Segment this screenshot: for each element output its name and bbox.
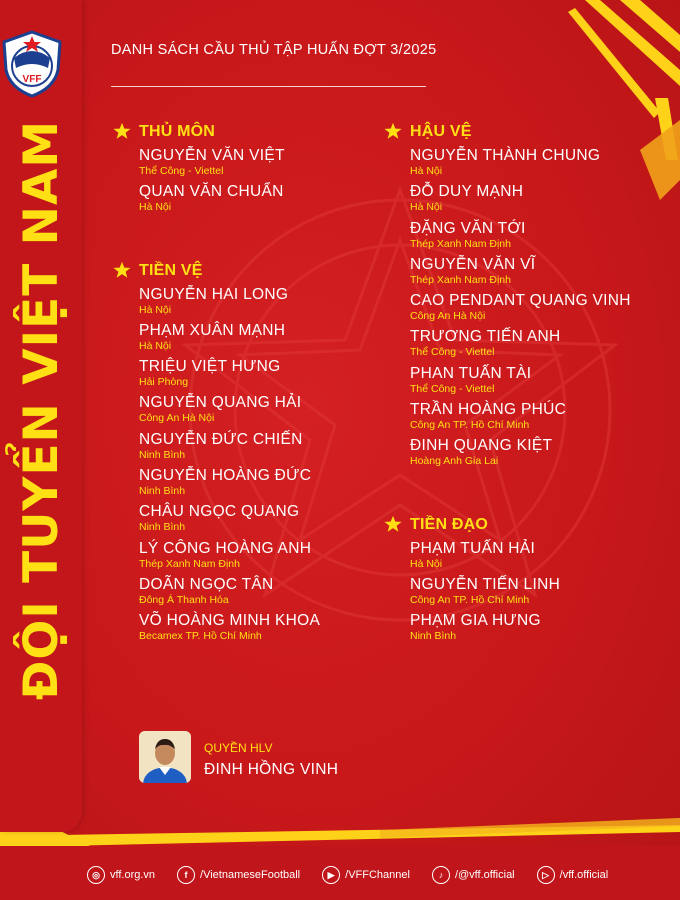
star-icon [384,122,402,140]
globe-icon: ◎ [87,866,105,884]
player-item [410,147,660,183]
player-club: Hà Nội [410,165,443,177]
position-heading [410,514,660,536]
player-name: NGUYỄN VĂN VĨ [410,255,536,273]
divider [111,86,426,87]
player-item [139,467,369,503]
social-link-text: /vff.official [559,869,609,881]
player-item [139,394,369,430]
coach-name: ĐINH HỒNG VINH [204,761,339,778]
position-group-goalkeepers [139,121,369,220]
social-link-text: /@vff.official [454,869,515,881]
tiktok-icon: ♪ [432,866,450,884]
player-club: Ninh Bình [139,448,186,461]
player-name: CHÂU NGỌC QUANG [139,503,300,521]
player-club: Ninh Bình [410,630,457,643]
position-heading [410,121,660,143]
player-item [139,286,369,322]
player-club: Thể Công - Viettel [410,382,495,395]
player-item [410,437,660,473]
player-name: QUAN VĂN CHUẨN [139,183,284,201]
player-name: VÕ HOÀNG MINH KHOA [139,612,321,630]
player-club: Thép Xanh Nam Định [139,557,240,570]
position-label: TIỀN ĐẠO [410,515,489,533]
facebook-icon: f [177,866,195,884]
position-label: THỦ MÔN [139,123,216,140]
player-club: Công An TP. Hồ Chí Minh [410,419,530,432]
social-link-website[interactable] [87,866,155,884]
social-footer [87,866,630,884]
play-icon: ▷ [537,866,555,884]
player-name: PHẠM TUẤN HẢI [410,539,536,557]
position-group-midfielders [139,260,369,649]
player-item [410,612,660,648]
player-name: CAO PENDANT QUANG VINH [410,292,631,310]
coach-portrait-icon [139,731,191,783]
player-club: Hà Nội [139,201,172,214]
player-item [410,576,660,612]
player-item [410,256,660,292]
player-name: NGUYỄN HOÀNG ĐỨC [139,467,312,485]
star-icon [113,261,131,279]
player-club: Hà Nội [410,557,443,570]
star-icon [384,515,402,533]
player-name: NGUYỄN HAI LONG [139,285,289,303]
player-item [139,183,369,219]
social-link-text: /VFFChannel [345,869,410,881]
player-item [139,576,369,612]
position-heading [139,121,369,143]
player-club: Hà Nội [410,201,443,214]
player-club: Thép Xanh Nam Định [410,237,511,250]
player-item [139,358,369,394]
player-club: Thể Công - Viettel [410,346,495,359]
player-item [139,612,369,648]
position-label: TIỀN VỆ [139,261,203,279]
position-group-forwards [410,514,660,649]
player-item [139,147,369,183]
player-name: TRẦN HOÀNG PHÚC [410,401,567,419]
player-club: Hà Nội [139,303,172,316]
social-link-text: /VietnameseFootball [200,869,301,881]
player-name: NGUYỄN TIẾN LINH [410,575,561,593]
player-name: NGUYỄN ĐỨC CHIẾN [139,430,303,448]
player-name: ĐẶNG VĂN TỚI [410,219,526,237]
position-heading [139,260,369,282]
player-item [410,328,660,364]
vff-logo [0,28,64,98]
player-club: Hải Phòng [139,376,189,389]
youtube-icon: ▶ [322,866,340,884]
player-club: Thể Công - Viettel [139,165,224,177]
social-link-text: vff.org.vn [110,869,156,881]
player-name: PHAN TUẤN TÀI [410,364,532,382]
social-link-tiktok[interactable] [432,866,515,884]
social-link-fptplay[interactable] [537,866,609,884]
player-name: TRIỆU VIỆT HƯNG [139,358,281,376]
svg-text:VFF: VFF [22,74,42,85]
player-club: Hoàng Anh Gia Lai [410,455,499,468]
side-panel [0,0,82,832]
player-name: ĐỖ DUY MẠNH [410,183,524,201]
team-title-vertical: ĐỘI TUYỂN VIỆT NAM [14,119,69,700]
star-icon [113,122,131,140]
player-name: PHẠM GIA HƯNG [410,612,541,630]
player-item [139,540,369,576]
player-club: Becamex TP. Hồ Chí Minh [139,630,262,643]
player-name: LÝ CÔNG HOÀNG ANH [139,539,312,557]
position-group-defenders [410,121,660,474]
player-club: Ninh Bình [139,485,186,498]
player-name: DOÃN NGỌC TÂN [139,575,274,593]
player-name: PHẠM XUÂN MẠNH [139,321,286,339]
right-column [410,121,660,649]
player-name: ĐINH QUANG KIỆT [410,437,553,455]
page-title: DANH SÁCH CẦU THỦ TẬP HUẤN ĐỢT 3/2025 [111,42,437,58]
player-item [139,431,369,467]
player-club: Ninh Bình [139,521,186,534]
player-item [410,540,660,576]
player-item [410,183,660,219]
left-column [139,121,369,649]
player-name: TRƯƠNG TIẾN ANH [410,328,561,346]
player-item [410,292,660,328]
player-club: Công An TP. Hồ Chí Minh [410,593,530,606]
player-club: Công An Hà Nội [139,412,215,425]
player-item [410,401,660,437]
player-name: NGUYỄN QUANG HẢI [139,394,302,412]
coach-role: QUYỀN HLV [204,741,273,755]
coach-photo [139,731,191,783]
player-item [139,503,369,539]
player-item [139,322,369,358]
player-name: NGUYỄN VĂN VIỆT [139,147,285,164]
player-club: Công An Hà Nội [410,310,486,323]
player-item [410,365,660,401]
social-link-youtube[interactable] [322,866,410,884]
player-club: Thép Xanh Nam Định [410,273,511,286]
social-link-facebook[interactable] [177,866,300,884]
player-item [410,220,660,256]
player-club: Đông Á Thanh Hóa [139,593,229,606]
position-label: HẬU VỆ [410,123,472,140]
player-name: NGUYỄN THÀNH CHUNG [410,147,601,164]
player-club: Hà Nội [139,339,172,352]
